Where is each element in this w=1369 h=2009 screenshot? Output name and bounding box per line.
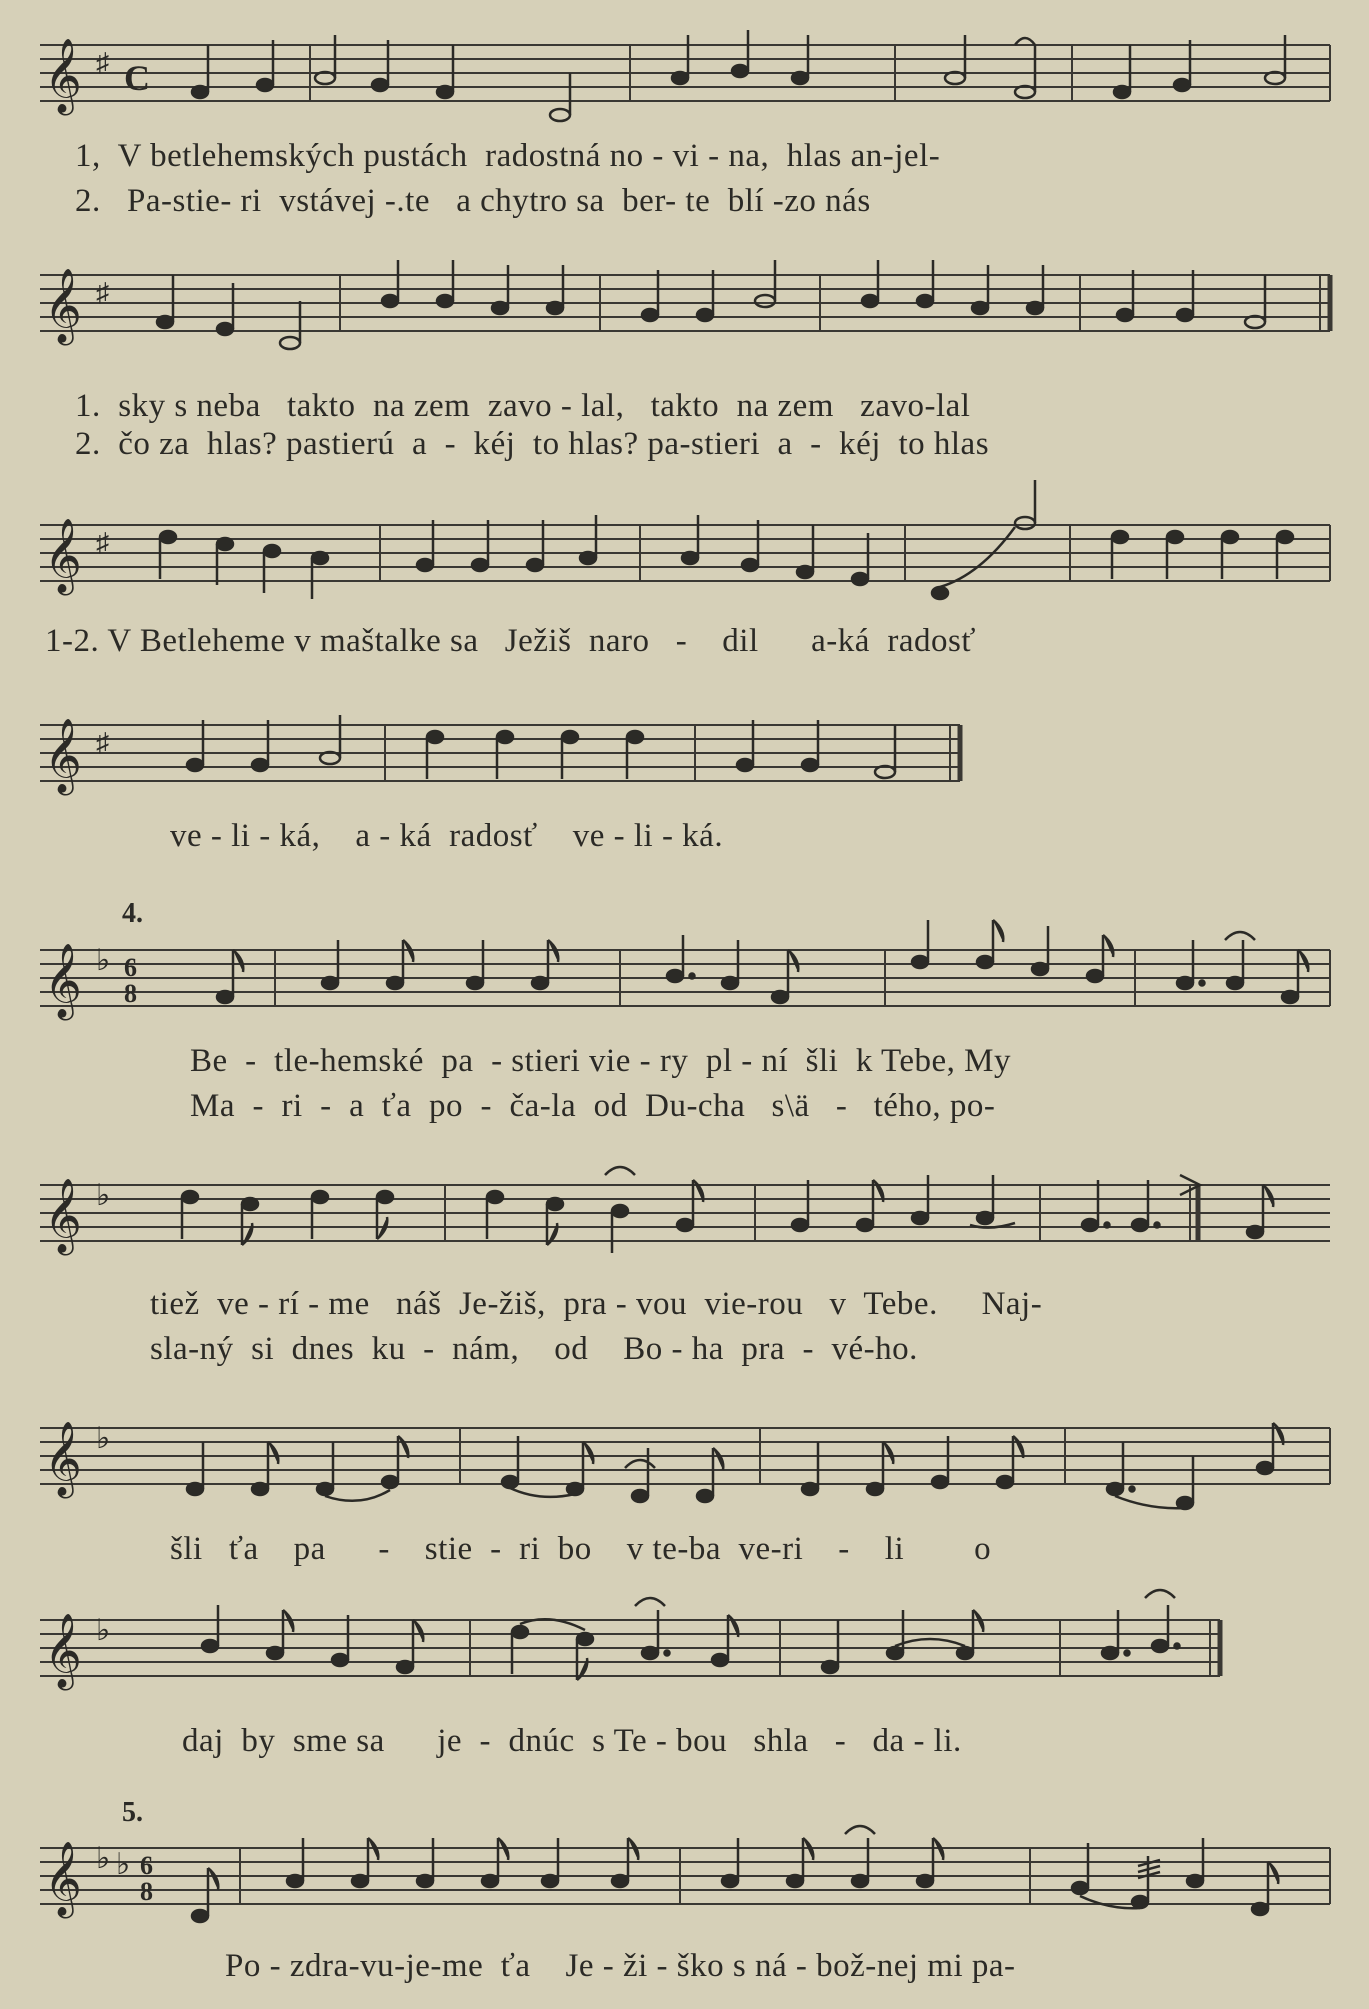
lyric-line: Ma - ri - a ťa po - ča-la od Du-cha s\ä - tého, po- — [190, 1088, 996, 1124]
svg-text:♭: ♭ — [96, 1422, 111, 1455]
lyric-line: ve - li - ká, a - ká radosť ve - li - ká. — [170, 818, 724, 854]
staff-system-9 — [40, 1838, 1330, 1918]
svg-text:𝄞: 𝄞 — [44, 270, 82, 341]
staff-system-5 — [40, 940, 1330, 1020]
staff-system-1 — [40, 35, 1330, 115]
svg-text:𝄞: 𝄞 — [44, 1843, 82, 1914]
svg-text:𝄞: 𝄞 — [44, 520, 82, 591]
lyric-line: 1-2. V Betleheme v maštalke sa Ježiš naro - dil a-ká radosť — [45, 623, 976, 659]
svg-text:♯: ♯ — [96, 278, 109, 307]
song-number: 5. — [122, 1797, 143, 1828]
lyric-line: 1. sky s neba takto na zem zavo - lal, takto na zem zavo-lal — [75, 388, 971, 424]
staff-system-4 — [40, 715, 960, 795]
svg-text:♭: ♭ — [96, 944, 111, 977]
lyric-line: daj by sme sa je - dnúc s Te - bou shla - da - li. — [182, 1723, 962, 1759]
meter-6-8: 6 — [124, 953, 137, 982]
lyric-line: 2. čo za hlas? pastierú a - kéj to hlas? pa-stieri a - kéj to hlas — [75, 426, 990, 462]
svg-text:𝄞: 𝄞 — [44, 1423, 82, 1494]
svg-text:♯: ♯ — [96, 728, 109, 757]
lyric-line: tiež ve - rí - me náš Je-žiš, pra - vou vie-rou v Tebe. Naj- — [150, 1286, 1043, 1322]
meter-6-8: 6 — [140, 1851, 153, 1880]
staff-system-6 — [40, 1175, 1330, 1255]
svg-text:𝄞: 𝄞 — [44, 720, 82, 791]
lyric-line: šli ťa pa - stie - ri bo v te-ba ve-ri - li o — [170, 1531, 992, 1567]
svg-text:♭: ♭ — [96, 1842, 111, 1875]
svg-text:𝄞: 𝄞 — [44, 945, 82, 1016]
svg-text:𝄞: 𝄞 — [44, 1180, 82, 1251]
lyric-line: 2. Pa-stie- ri vstávej -.te a chytro sa ber- te blí -zo nás — [75, 183, 871, 219]
lyric-line: Be - tle-hemské pa - stieri vie - ry pl - ní šli k Tebe, My — [190, 1043, 1011, 1079]
staff-system-7 — [40, 1418, 1330, 1498]
svg-text:♭: ♭ — [96, 1179, 111, 1212]
meter-c: C — [124, 58, 150, 98]
svg-text:♯: ♯ — [96, 528, 109, 557]
song-number: 4. — [122, 898, 143, 929]
svg-text:♯: ♯ — [96, 48, 109, 77]
svg-text:♭: ♭ — [96, 1614, 111, 1647]
svg-text:𝄞: 𝄞 — [44, 40, 82, 111]
lyric-line: 1, V betlehemských pustách radostná no - vi - na, hlas an-jel- — [75, 138, 941, 174]
svg-text:♭: ♭ — [116, 1848, 131, 1881]
lyric-line: sla-ný si dnes ku - nám, od Bo - ha pra - vé-ho. — [150, 1331, 918, 1367]
staff-system-2 — [40, 265, 1330, 345]
lyric-line: Po - zdra-vu-je-me ťa Je - ži - ško s ná - bož-nej mi pa- — [225, 1948, 1016, 1984]
staff-system-8 — [40, 1610, 1220, 1690]
svg-text:8: 8 — [124, 979, 137, 1008]
staff-system-3 — [40, 515, 1330, 595]
svg-text:𝄞: 𝄞 — [44, 1615, 82, 1686]
svg-text:8: 8 — [140, 1877, 153, 1906]
